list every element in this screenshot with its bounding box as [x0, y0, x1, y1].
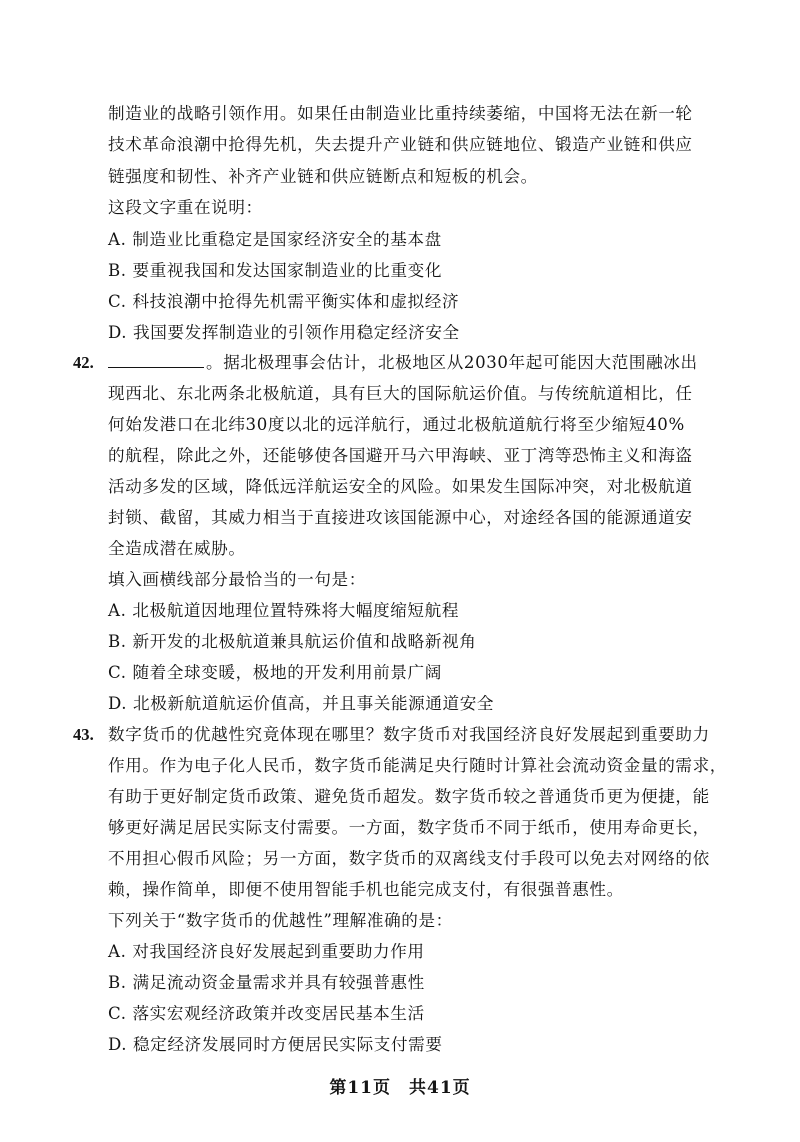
option-d: D. 北极新航道航运价值高，并且事关能源通道安全: [108, 694, 495, 713]
passage-line: [108, 353, 698, 373]
option-b: B. 新开发的北极航道兼具航运价值和战略新视角: [108, 632, 477, 651]
passage-line: 数字货币的优越性究竟体现在哪里？数字货币对我国经济良好发展起到重要助力: [108, 725, 710, 744]
passage-line: 够更好满足居民实际支付需要。一方面，数字货币不同于纸币，使用寿命更长，: [108, 818, 710, 837]
option-c: C. 随着全球变暖，极地的开发利用前景广阔: [108, 663, 442, 682]
option-a: A. 北极航道因地理位置特殊将大幅度缩短航程: [108, 601, 460, 620]
question-number: 42.: [73, 353, 94, 372]
question-prompt: 下列关于“数字货币的优越性”理解准确的是：: [108, 911, 453, 930]
option-d: D. 我国要发挥制造业的引领作用稳定经济安全: [108, 323, 460, 342]
question-number: 43.: [73, 725, 94, 744]
passage-line: 全造成潜在威胁。: [108, 539, 246, 558]
passage-line: 链强度和韧性、补齐产业链和供应链断点和短板的机会。: [108, 167, 538, 186]
option-b: B. 要重视我国和发达国家制造业的比重变化: [108, 261, 443, 280]
passage-line: 的航程，除此之外，还能够使各国避开马六甲海峡、亚丁湾等恐怖主义和海盗: [108, 446, 693, 465]
passage-text: 。据北极理事会估计，北极地区从2030年起可能因大范围融冰出: [206, 353, 698, 372]
passage-line: 现西北、东北两条北极航道，具有巨大的国际航运价值。与传统航道相比，任: [108, 384, 693, 403]
option-b: B. 满足流动资金量需求并具有较强普惠性: [108, 973, 425, 992]
passage-line: 有助于更好制定货币政策、避免货币超发。数字货币较之普通货币更为便捷，能: [108, 787, 710, 806]
passage-line: 不用担心假币风险；另一方面，数字货币的双离线支付手段可以免去对网络的依: [108, 849, 710, 868]
option-c: C. 科技浪潮中抢得先机需平衡实体和虚拟经济: [108, 292, 460, 311]
page-footer: 第11页 共41页: [329, 1078, 471, 1098]
option-a: A. 对我国经济良好发展起到重要助力作用: [108, 942, 425, 961]
passage-line: 赖，操作简单，即便不使用智能手机也能完成支付，有很强普惠性。: [108, 880, 624, 899]
fill-in-blank: [108, 353, 204, 368]
option-c: C. 落实宏观经济政策并改变居民基本生活: [108, 1004, 425, 1023]
question-prompt: 这段文字重在说明：: [108, 198, 263, 217]
passage-line: 何始发港口在北纬30度以北的远洋航行，通过北极航道航行将至少缩短40%: [108, 415, 685, 434]
question-prompt: 填入画横线部分最恰当的一句是：: [108, 570, 366, 589]
passage-line: 作用。作为电子化人民币，数字货币能满足央行随时计算社会流动资金量的需求，: [108, 756, 727, 775]
option-a: A. 制造业比重稳定是国家经济安全的基本盘: [108, 230, 442, 249]
option-d: D. 稳定经济发展同时方便居民实际支付需要: [108, 1035, 443, 1054]
passage-line: 活动多发的区域，降低远洋航运安全的风险。如果发生国际冲突，对北极航道: [108, 477, 693, 496]
passage-line: 技术革命浪潮中抢得先机，失去提升产业链和供应链地位、锻造产业链和供应: [108, 135, 693, 154]
passage-line: 制造业的战略引领作用。如果任由制造业比重持续萎缩，中国将无法在新一轮: [108, 104, 693, 123]
passage-line: 封锁、截留，其威力相当于直接进攻该国能源中心，对途经各国的能源通道安: [108, 508, 693, 527]
